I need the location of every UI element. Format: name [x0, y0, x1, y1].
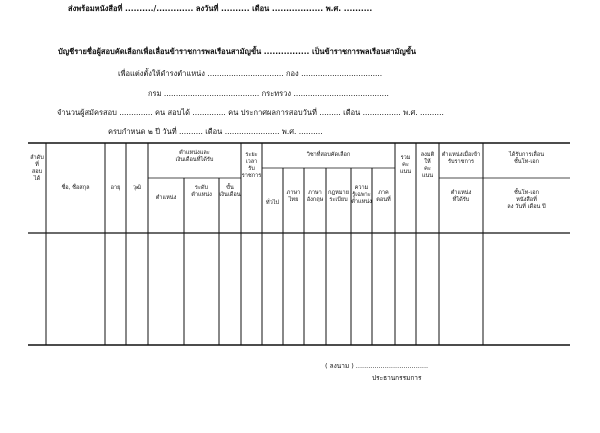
group-header-total-score: รวม คะ แนน — [399, 155, 412, 175]
header-line-3: เพื่อแต่งตั้งให้ดำรงตำแหน่ง ................................ กอง .................................. — [118, 69, 383, 78]
group-header-resolution: ลงมติ ให้ คะ แนน — [420, 152, 435, 179]
header-line-1: ส่งพร้อมหนังสือที่ ........../............. ลงวันที่ .......... เดือน .................. พ.ศ. .......... — [68, 4, 373, 13]
header-line-4: กรม ........................................ กระทรวง ........................................ — [148, 89, 389, 98]
header-line-2: บัญชีรายชื่อผู้สอบคัดเลือกเพื่อเลื่อนข้าราชการพลเรือนสามัญขั้น ................ เป็นข้าราชการพลเรือนสามัญขั้น — [58, 47, 417, 56]
col-header-name: ชื่อ, ชื่อสกุล — [61, 185, 90, 191]
col-header-law: กฎหมาย ระเบียบ — [328, 190, 349, 203]
header-line-5: จำนวนผู้สมัครสอบ .............. คน สอบได้ .............. คน ประกาศผลการสอบวันที่ ......... เดือน ................ พ.ศ. .......... — [57, 108, 444, 117]
col-header-rank: ลำดับ ที่ สอบ ได้ — [30, 155, 44, 182]
col-header-position: ตำแหน่ง — [155, 195, 177, 201]
footer-title: ประธานกรรมการ — [372, 374, 422, 382]
group-header-position-salary: ตำแหน่งและ เงินเดือนที่ได้รับ — [175, 150, 214, 163]
col-header-qualification: วุฒิ — [132, 185, 142, 191]
group-header-promotion: ได้รับการเลื่อน ชั้นโท-เอก — [508, 152, 545, 165]
footer-signature: ( ลงนาม ) ................................... — [325, 362, 429, 370]
col-header-position-received: ตำแหน่ง ที่ได้รับ — [450, 190, 472, 203]
col-header-part: ภาค ตอนที่ — [376, 190, 391, 203]
col-header-age: อายุ — [110, 185, 121, 191]
col-header-thai: ภาษา ไทย — [286, 190, 301, 203]
col-header-promotion-doc: ชั้นโท-เอก หนังสือที่ ลง วันที่ เดือน ปี — [507, 190, 546, 210]
col-header-specific-knowledge: ความ รู้เฉพาะ ตำแหน่ง — [351, 185, 372, 205]
group-header-subjects: วิชาที่สอบคัดเลือก — [306, 152, 351, 158]
col-header-level: ระดับ ตำแหน่ง — [191, 185, 212, 198]
col-header-service-time: ระยะ เวลา รับ ราชการ — [241, 152, 262, 179]
col-header-english: ภาษา อังกฤษ — [306, 190, 324, 203]
header-line-6: ครบกำหนด ๒ ปี วันที่ .......... เดือน ....................... พ.ศ. .......... — [108, 127, 323, 136]
col-header-general: ทั่วไป — [265, 200, 280, 206]
col-header-salary-step: ขั้น เงินเดือน — [219, 185, 241, 198]
group-header-position-on-entry: ตำแหน่งเมื่อเข้า รับราชการ — [441, 152, 481, 165]
